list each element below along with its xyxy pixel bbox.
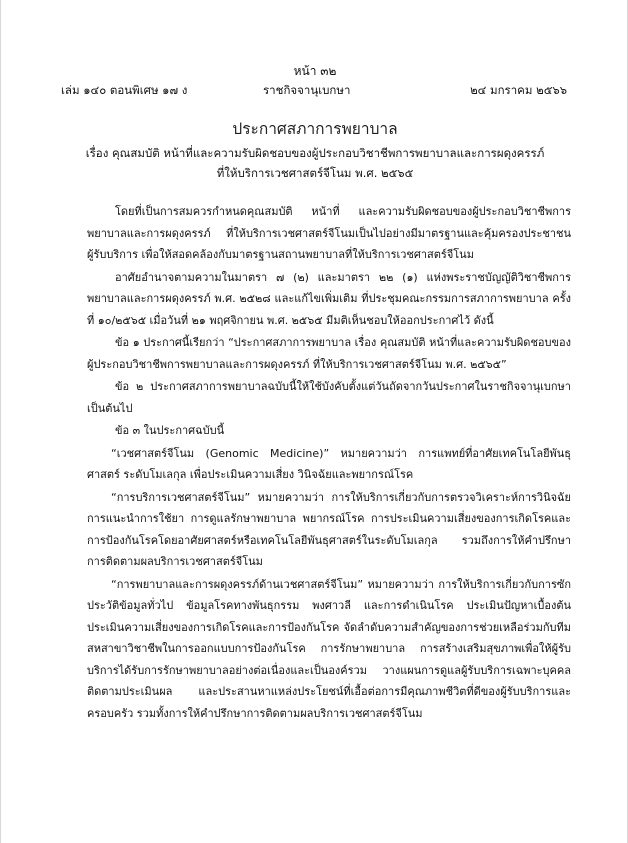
definition-genomic-nursing: “การพยาบาลและการผดุงครรภ์ด้านเวชศาสตร์จีโนม” หมายความว่า การให้บริการเกี่ยวกับการซักประวัติข้อมูลทั่วไป ข้อมูลโรคทางพันธุกรรม พงศาวลี และการดำเนินโรค ประเมินปัญหาเบื้องต้น ประเมินความเสี่ยงของการเกิดโรคและการป้องกันโรค จัดลำดับความสำคัญของการช่วยเหลือร่วมกับทีมสหสาขาวิชาชีพในการออกแบบการป้องกันโรค การรักษาพยาบาล การสร้างเสริมสุขภาพเพื่อให้ผู้รับบริการได้รับการรักษาพยาบาลอย่างต่อเนื่องและเป็นองค์รวม วางแผนการดูแลผู้รับบริการเฉพาะบุคคล ติดตามประเมินผล และประสานหาแหล่งประโยชน์ที่เอื้อต่อการมีคุณภาพชีวิตที่ดีของผู้รับบริการและครอบครัว รวมทั้งการให้คำปรึกษาการติดตามผลบริการเวชศาสตร์จีโนม: [87, 577, 571, 720]
authority-paragraph: อาศัยอำนาจตามความในมาตรา ๗ (๒) และมาตรา ๒๒ (๑) แห่งพระราชบัญญัติวิชาชีพการพยาบาลและการผดุงครรภ์ พ.ศ. ๒๕๒๘ และแก้ไขเพิ่มเติม ที่ประชุมคณะกรรมการสภาการพยาบาล ครั้งที่ ๑๐/๒๕๖๕ เมื่อวันที่ ๒๑ พฤศจิกายน พ.ศ. ๒๕๖๕ มีมติเห็นชอบให้ออกประกาศไว้ ดังนี้: [87, 270, 571, 327]
publication-date: ๒๔ มกราคม ๒๕๖๖: [470, 83, 567, 97]
definition-genomic-medicine: “เวชศาสตร์จีโนม (Genomic Medicine)” หมายความว่า การแพทย์ที่อาศัยเทคโนโลยีพันธุศาสตร์ ระดับโมเลกุล เพื่อประเมินความเสี่ยง วินิจฉัยและพยากรณ์โรค: [87, 446, 571, 481]
subject-line-2: ที่ให้บริการเวชศาสตร์จีโนม พ.ศ. ๒๕๖๕: [216, 166, 414, 180]
volume-info: เล่ม ๑๔๐ ตอนพิเศษ ๑๗ ง: [61, 83, 188, 97]
document-subject: [61, 143, 569, 183]
clause-1: ข้อ ๑ ประกาศนี้เรียกว่า “ประกาศสภาการพยาบาล เรื่อง คุณสมบัติ หน้าที่และความรับผิดชอบของผู้ประกอบวิชาชีพการพยาบาลและการผดุงครรภ์ ที่ให้บริการเวชศาสตร์จีโนม พ.ศ. ๒๕๖๕”: [87, 336, 571, 371]
clause-2: ข้อ ๒ ประกาศสภาการพยาบาลฉบับนี้ให้ใช้บังคับตั้งแต่วันถัดจากวันประกาศในราชกิจจานุเบกษาเป็นต้นไป: [87, 380, 571, 415]
clause-3: ข้อ ๓ ในประกาศฉบับนี้: [115, 424, 225, 437]
document-body: [87, 201, 571, 725]
definition-genomic-service: “การบริการเวชศาสตร์จีโนม” หมายความว่า การให้บริการเกี่ยวกับการตรวจวิเคราะห์การวินิจฉัย การแนะนำการใช้ยา การดูแลรักษาพยาบาล พยากรณ์โรค การประเมินความเสี่ยงของการเกิดโรคและการป้องกันโรคโดยอาศัยศาสตร์หรือเทคโนโลยีพันธุศาสตร์ในระดับโมเลกุล รวมถึงการให้คำปรึกษา การติดตามผลบริการเวชศาสตร์จีโนม: [87, 490, 571, 568]
page-number: หน้า ๓๒: [293, 64, 337, 78]
preamble-paragraph: โดยที่เป็นการสมควรกำหนดคุณสมบัติ หน้าที่ และความรับผิดชอบของผู้ประกอบวิชาชีพการพยาบาลและการผดุงครรภ์ ที่ให้บริการเวชศาสตร์จีโนมเป็นไปอย่างมีมาตรฐานและคุ้มครองประชาชนผู้รับบริการ เพื่อให้สอดคล้องกับมาตรฐานสถานพยาบาลที่ให้บริการเวชศาสตร์จีโนม: [87, 205, 571, 261]
document-title: ประกาศสภาการพยาบาล: [232, 120, 398, 138]
subject-line-1: เรื่อง คุณสมบัติ หน้าที่และความรับผิดชอบของผู้ประกอบวิชาชีพการพยาบาลและการผดุงครรภ์: [85, 146, 545, 160]
gazette-name: ราชกิจจานุเบกษา: [263, 83, 351, 97]
